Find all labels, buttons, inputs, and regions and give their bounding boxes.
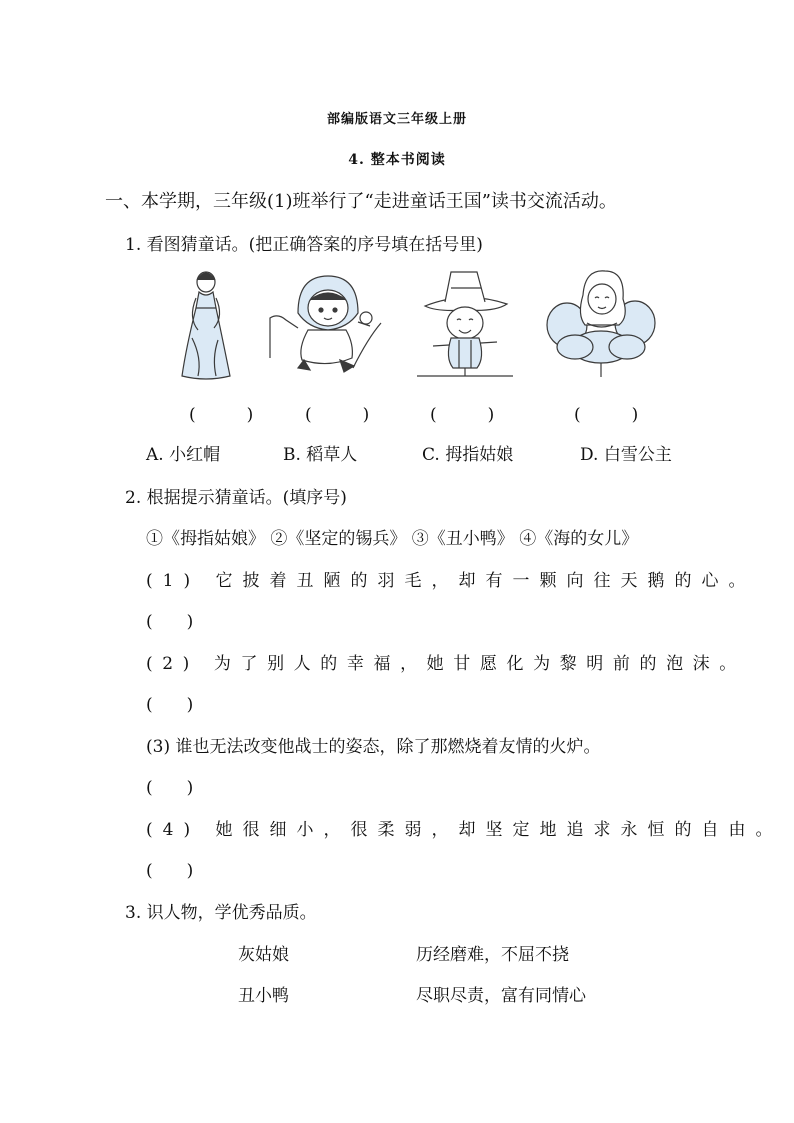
option-b: B. 稻草人 — [283, 445, 358, 465]
section-1-title: 一、本学期，三年级(1)班举行了“走进童话王国”读书交流活动。 — [105, 191, 617, 212]
snow-white-illustration — [172, 268, 242, 383]
answer-blank-1[interactable]: ( ) — [189, 405, 254, 425]
little-red-riding-hood-illustration — [268, 268, 383, 378]
thumbelina-illustration — [545, 265, 657, 380]
match-right-2[interactable]: 尽职尽责，富有同情心 — [416, 986, 586, 1006]
header-title: 部编版语文三年级上册 — [326, 112, 467, 127]
match-left-2[interactable]: 丑小鸭 — [238, 986, 289, 1006]
question-2-item-2: (2) 为了别人的幸福，她甘愿化为黎明前的泡沫。 — [146, 654, 746, 674]
question-2-item-4: (4) 她很细小，很柔弱，却坚定地追求永恒的自由。 — [146, 820, 783, 840]
question-2-blank-2[interactable]: ( ) — [146, 695, 194, 715]
answer-blank-3[interactable]: ( ) — [430, 405, 495, 425]
option-c: C. 拇指姑娘 — [422, 445, 514, 465]
question-2-choices: ①《拇指姑娘》 ②《坚定的锡兵》 ③《丑小鸭》 ④《海的女儿》 — [146, 529, 639, 549]
answer-blank-4[interactable]: ( ) — [574, 405, 639, 425]
option-a: A. 小红帽 — [146, 445, 221, 465]
unit-title: 4. 整本书阅读 — [348, 152, 446, 168]
match-left-1[interactable]: 灰姑娘 — [238, 945, 289, 965]
question-3-prompt: 3. 识人物，学优秀品质。 — [125, 903, 317, 923]
match-right-1[interactable]: 历经磨难，不屈不挠 — [416, 945, 569, 965]
option-d: D. 白雪公主 — [580, 445, 672, 465]
question-2-item-3: (3) 谁也无法改变他战士的姿态，除了那燃烧着友情的火炉。 — [146, 737, 601, 757]
question-1-prompt: 1. 看图猜童话。(把正确答案的序号填在括号里) — [125, 235, 483, 255]
question-2-blank-3[interactable]: ( ) — [146, 778, 194, 798]
answer-blank-2[interactable]: ( ) — [305, 405, 370, 425]
question-2-prompt: 2. 根据提示猜童话。(填序号) — [125, 488, 347, 508]
scarecrow-illustration — [415, 268, 515, 378]
question-2-item-1: (1) 它披着丑陋的羽毛，却有一颗向往天鹅的心。 — [146, 571, 756, 591]
question-2-blank-1[interactable]: ( ) — [146, 612, 194, 632]
question-2-blank-4[interactable]: ( ) — [146, 861, 194, 881]
